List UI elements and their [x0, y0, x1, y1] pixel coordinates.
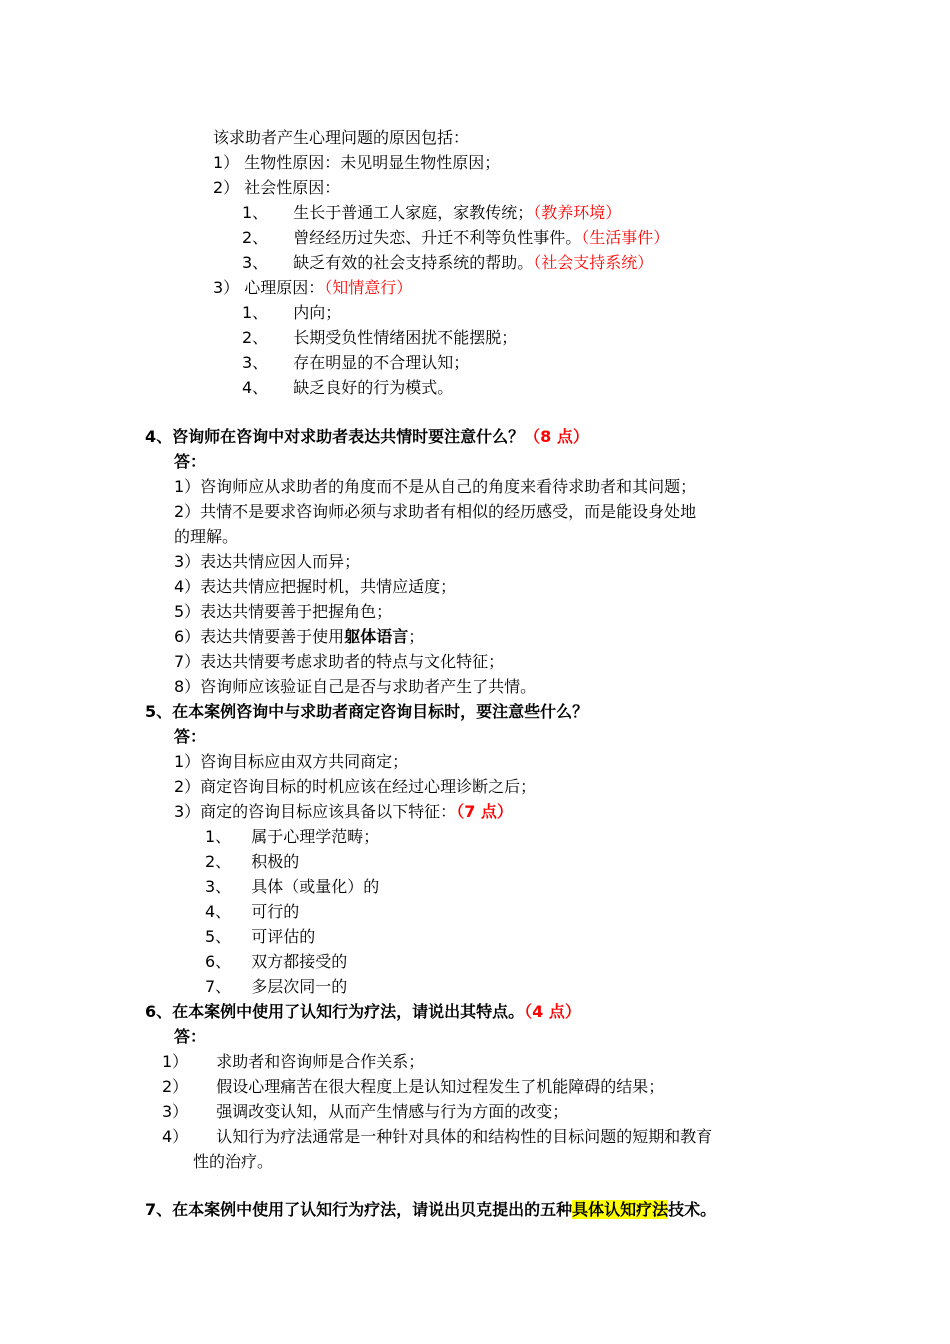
item-tag: （教养环境）	[533, 203, 622, 222]
item-text: 长期受负性情绪困扰不能摆脱；	[293, 328, 518, 347]
item-number: 1、	[242, 203, 269, 222]
psych-title-text: 3） 心理原因：	[213, 278, 325, 297]
item-tag: （社会支持系统）	[533, 253, 654, 272]
q7-highlighted-term: 具体认知疗法	[572, 1200, 669, 1219]
q4-title	[145, 427, 589, 447]
cause-psych-title	[213, 278, 412, 298]
item-text: 缺乏有效的社会支持系统的帮助。	[293, 253, 534, 272]
q6-item	[162, 1077, 664, 1097]
q4-item6-suffix: ；	[408, 627, 425, 646]
social-item	[242, 228, 669, 248]
item-text: 存在明显的不合理认知；	[293, 353, 470, 372]
item-number: 6、	[205, 952, 232, 971]
item-number: 1、	[242, 303, 269, 322]
q4-item6-bold: 躯体语言	[344, 627, 409, 646]
item-number: 4、	[205, 902, 232, 921]
cause-bio: 1） 生物性原因：未见明显生物性原因；	[213, 153, 501, 172]
item-number: 1、	[205, 827, 232, 846]
item-text: 多层次同一的	[251, 977, 348, 996]
q5-feature	[205, 927, 315, 947]
item-number: 3）	[162, 1102, 189, 1121]
item-text: 认知行为疗法通常是一种针对具体的和结构性的目标问题的短期和教育	[216, 1127, 713, 1146]
q5-feature	[205, 902, 299, 922]
item-text: 具体（或量化）的	[251, 877, 380, 896]
item-text: 双方都接受的	[251, 952, 348, 971]
item-number: 7、	[205, 977, 232, 996]
item-text: 强调改变认知，从而产生情感与行为方面的改变；	[216, 1102, 569, 1121]
item-number: 1）	[162, 1052, 189, 1071]
cause-social-title: 2） 社会性原因：	[213, 178, 341, 197]
item-text: 积极的	[251, 852, 300, 871]
q4-item: 5）表达共情要善于把握角色；	[174, 602, 393, 621]
q4-title-text: 4、咨询师在咨询中对求助者表达共情时要注意什么？	[145, 427, 525, 446]
q5-item3-text: 3）商定的咨询目标应该具备以下特征：	[174, 802, 457, 821]
q4-item: 7）表达共情要考虑求助者的特点与文化特征；	[174, 652, 505, 671]
q5-feature	[205, 977, 347, 997]
item-number: 3、	[242, 253, 269, 272]
q4-item: 的理解。	[174, 527, 239, 546]
q5-feature	[205, 827, 379, 847]
q4-item: 1）咨询师应从求助者的角度而不是从自己的角度来看待求助者和其问题；	[174, 477, 697, 496]
item-number: 2、	[242, 328, 269, 347]
item-number: 4、	[242, 378, 269, 397]
item-text: 可行的	[251, 902, 300, 921]
q5-title: 5、在本案例咨询中与求助者商定咨询目标时，要注意些什么？	[145, 702, 589, 721]
q5-item: 2）商定咨询目标的时机应该在经过心理诊断之后；	[174, 777, 537, 796]
q4-item: 2）共情不是要求咨询师必须与求助者有相似的经历感受，而是能设身处地	[174, 502, 697, 521]
item-number: 3、	[205, 877, 232, 896]
q5-feature	[205, 952, 347, 972]
psych-item	[242, 378, 453, 398]
psych-item	[242, 303, 341, 323]
q5-item: 1）咨询目标应由双方共同商定；	[174, 752, 409, 771]
item-text: 属于心理学范畴；	[251, 827, 380, 846]
q7-title-prefix: 7、在本案例中使用了认知行为疗法，请说出贝克提出的五种	[145, 1200, 573, 1219]
item-tag: （生活事件）	[581, 228, 670, 247]
item-number: 5、	[205, 927, 232, 946]
q4-item: 3）表达共情应因人而异；	[174, 552, 361, 571]
q6-title-text: 6、在本案例中使用了认知行为疗法，请说出其特点。	[145, 1002, 525, 1021]
q6-answer-label: 答：	[174, 1027, 207, 1046]
item-number: 2、	[205, 852, 232, 871]
psych-item	[242, 353, 469, 373]
item-text: 可评估的	[251, 927, 316, 946]
q5-feature	[205, 877, 379, 897]
item-text: 假设心理痛苦在很大程度上是认知过程发生了机能障碍的结果；	[216, 1077, 665, 1096]
item-number: 3、	[242, 353, 269, 372]
q4-answer-label: 答：	[174, 452, 207, 471]
item-text: 求助者和咨询师是合作关系；	[216, 1052, 425, 1071]
q6-item	[162, 1127, 712, 1147]
item-text: 内向；	[293, 303, 342, 322]
social-item	[242, 253, 653, 273]
item-number: 2、	[242, 228, 269, 247]
item-number: 2）	[162, 1077, 189, 1096]
psych-tag: （知情意行）	[324, 278, 413, 297]
item-number: 4）	[162, 1127, 189, 1146]
q6-item	[162, 1052, 424, 1072]
psych-item	[242, 328, 517, 348]
q4-item	[174, 627, 424, 647]
q7-title-suffix: 技术。	[668, 1200, 717, 1219]
item-text: 生长于普通工人家庭，家教传统；	[293, 203, 534, 222]
q7-title	[145, 1200, 716, 1220]
q6-item	[162, 1102, 568, 1122]
q5-answer-label: 答：	[174, 727, 207, 746]
q4-points: （8 点）	[524, 427, 589, 446]
q6-title	[145, 1002, 581, 1022]
social-item	[242, 203, 621, 223]
q4-item: 8）咨询师应该验证自己是否与求助者产生了共情。	[174, 677, 537, 696]
item-text: 缺乏良好的行为模式。	[293, 378, 454, 397]
q5-feature	[205, 852, 299, 872]
q6-points: （4 点）	[524, 1002, 581, 1021]
q6-item4-continuation: 性的治疗。	[193, 1152, 274, 1171]
q5-item	[174, 802, 513, 822]
q4-item6-prefix: 6）表达共情要善于使用	[174, 627, 345, 646]
item-text: 曾经经历过失恋、升迁不利等负性事件。	[293, 228, 582, 247]
q4-item: 4）表达共情应把握时机，共情应适度；	[174, 577, 457, 596]
q5-points: （7 点）	[456, 802, 513, 821]
causes-intro: 该求助者产生心理问题的原因包括：	[213, 128, 470, 147]
